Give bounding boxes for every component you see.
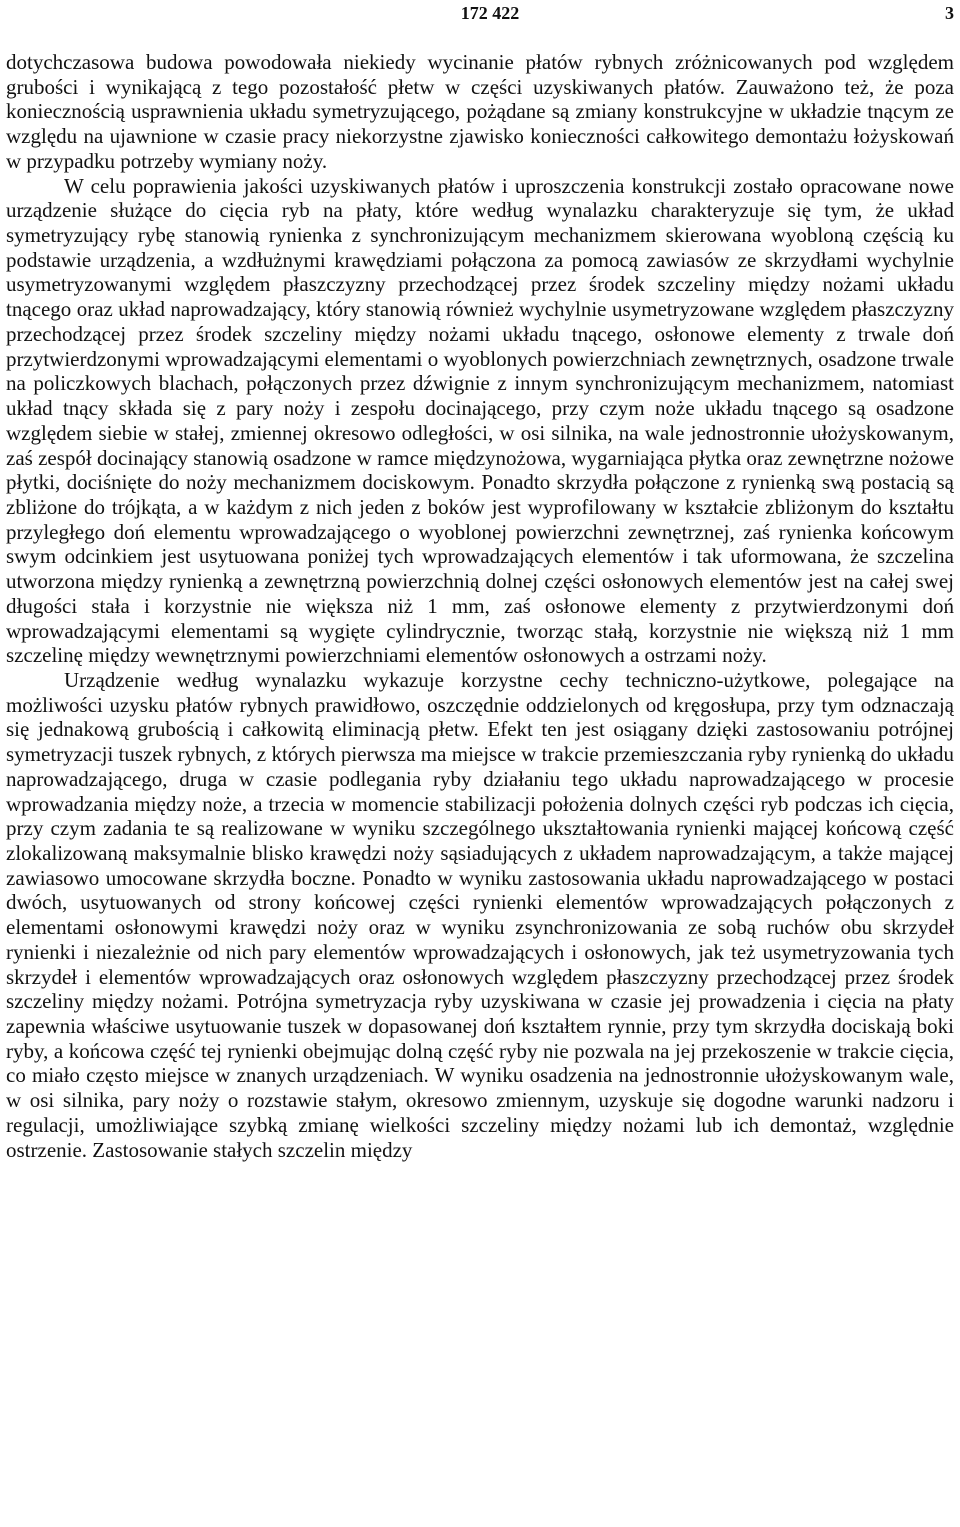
body-text (6, 50, 954, 1520)
page-number: 3 (945, 3, 954, 23)
paragraph-3: Urządzenie według wynalazku wykazuje korzystne cechy techniczno-użytkowe, polegające na możliwości uzysku płatów rybnych prawidłowo, oszczędnie oddzielonych od kręgosłupa, przy tym odznaczają się jednakową grubością i całkowitą eliminacją płetw. Efekt ten jest osiągany dzięki zastosowaniu potrójnej symetryzacji tuszek rybnych, z których pierwsza ma miejsce w trakcie przemieszczania ryby rynienką do układu naprowadzającego, druga w czasie podlegania ryby działaniu tego układu naprowadzającego w procesie wprowadzania między noże, a trzecia w momencie stabilizacji położenia dolnych części ryb podczas ich cięcia, przy czym zadania te są realizowane w wyniku szczególnego ukształtowania rynienki mającej końcową część zlokalizowaną maksymalnie blisko krawędzi noży sąsiadujących z układem naprowadzającym, a także mającej zawiasowo umocowane skrzydła boczne. Ponadto w wyniku zastosowania układu naprowadzającego w postaci dwóch, usytuowanych od strony końcowej części rynienki elementów wprowadzających połączonych z elementami osłonowymi krawędzi noży oraz w wyniku zsynchronizowania ze sobą ruchów obu skrzydeł rynienki i niezależnie od nich pary elementów wprowadzających i osłonowych, jak też usymetryzowania tych skrzydeł i elementów wprowadzających oraz osłonowych względem płaszczyzny przechodzącej przez środek szczeliny między nożami. Potrójna symetryzacja ryby uzyskiwana w czasie jej prowadzenia i cięcia na płaty zapewnia właściwe usytuowanie tuszek w dopasowanej doń kształtem rynnie, przy tym skrzydła dociskają boki ryby, a końcowa część tej rynienki obejmując dolną część ryby nie pozwala na jej przekoszenie w trakcie cięcia, co miało często miejsce w znanych urządzeniach. W wyniku osadzenia na jednostronnie ułożyskowanym wale, w osi silnika, pary noży o rozstawie stałym, okresowo zmiennym, uzyskuje się dogodne warunki nadzoru i regulacji, umożliwiające szybką zmianę wielkości szczeliny między nożami lub ich demontaż, względnie ostrzenie. Zastosowanie stałych szczelin między (6, 667, 954, 1162)
page-header (0, 0, 960, 40)
document-number: 172 422 (460, 3, 520, 23)
paragraph-1: dotychczasowa budowa powodowała niekiedy wycinanie płatów rybnych zróżnicowanych pod względem grubości i wynikającą z tego pozostałość płetw w części uzyskiwanych płatów. Zauważono też, że poza koniecznością usprawnienia układu symetryzującego, pożądane są zmiany konstrukcyjne w układzie tnącym ze względu na ujawnione w czasie pracy niekorzystne zjawisko konieczności całkowitego demontażu łożyskowań w przypadku potrzeby wymiany noży. (6, 50, 954, 173)
paragraph-2: W celu poprawienia jakości uzyskiwanych płatów i uproszczenia konstrukcji zostało opracowane nowe urządzenie służące do cięcia ryb na płaty, które według wynalazku charakteryzuje się tym, że układ symetryzujący rybę stanowią rynienka z synchronizującym mechanizmem skierowana wyobloną częścią ku podstawie urządzenia, a wzdłużnymi krawędziami połączona za pomocą zawiasów ze skrzydłami wychylnie usymetryzowanymi względem płaszczyzny przechodzącej przez środek szczeliny między nożami układu tnącego oraz układ naprowadzający, który stanowią również wychylnie usymetryzowane względem płaszczyzny przechodzącej przez środek szczeliny między nożami układu tnącego, osłonowe elementy z trwale doń przytwierdzonymi wprowadzającymi elementami o wyoblonych powierzchniach zewnętrznych, osadzone trwale na policzkowych blachach, połączonych przez dźwignie z innym synchronizującym mechanizmem, natomiast układ tnący składa się z pary noży i zespołu docinającego, przy czym noże układu tnącego są osadzone względem siebie w stałej, zmiennej okresowo odległości, w osi silnika, na wale jednostronnie ułożyskowanym, zaś zespół docinający stanowią osadzone w ramce międzynożowa, wygarniająca płytka oraz zewnętrzne nożowe płytki, dociśnięte do noży mechanizmem dociskowym. Ponadto skrzydła połączone z rynienką swą postacią są zbliżone do trójkąta, a w każdym z nich jeden z boków jest wyprofilowany w kształcie zbliżonym do kształtu przyległego doń elementu wprowadzającego o wyoblonej powierzchni zewnętrznej, zaś rynienka końcowym swym odcinkiem jest usytuowana poniżej tych wprowadzających elementów i tak uformowana, że szczelina utworzona między rynienką a zewnętrzną powierzchnią dolnej części osłonowych elementów jest na całej swej długości stała i korzystnie nie większa niż 1 mm, zaś osłonowe elementy z przytwierdzonymi doń wprowadzającymi elementami są wygięte cylindrycznie, tworząc stałą, korzystnie nie większą niż 1 mm szczelinę między wewnętrznymi powierzchniami elementów osłonowych a ostrzami noży. (6, 173, 954, 668)
